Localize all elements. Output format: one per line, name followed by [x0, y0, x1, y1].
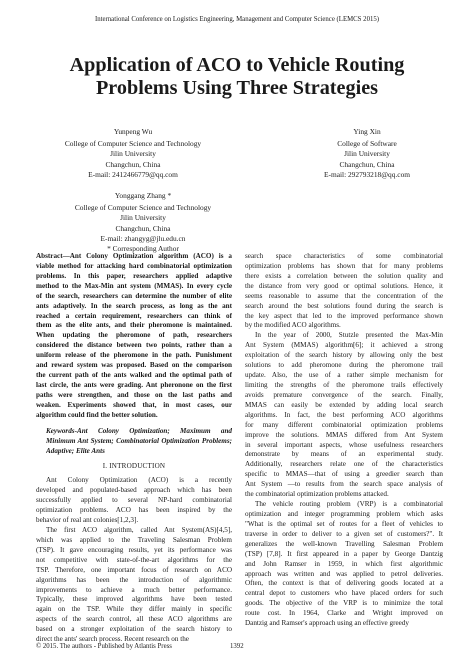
right-column: [245, 252, 443, 629]
text-line: uniform release of the pheromone in the path. Punishment: [36, 351, 232, 360]
text-line: Dantzig and Ramser's approach using an effective greedy: [245, 619, 409, 628]
text-line: approach was written and was applied to petrol deliveries.: [245, 569, 443, 578]
author-name: Yonggang Zhang *: [114, 191, 172, 200]
title-line-1: Application of ACO to Vehicle Routing: [69, 54, 405, 76]
paper-title: [40, 54, 434, 100]
text-line: viable method for attacking hard combinatorial optimization: [36, 261, 232, 270]
author-block-zhang: [40, 191, 246, 254]
text-line: last circle, the ants were grading. Ant pheronone on the first: [36, 380, 232, 389]
author-email: E-mail: zhangyg@jlu.edu.cn: [100, 233, 186, 243]
text-line: them as the elite ants, and their pheromone is maintained.: [36, 321, 232, 330]
text-line: traverse in order to deliver to a given set of customers?". It: [245, 529, 443, 538]
author-block-wu: [60, 127, 206, 180]
text-line: (TSP) [7,8]. It first appeared in a paper by George Dantzig: [245, 549, 443, 558]
text-line: aspects of the search control, all these ACO algorithms are: [36, 615, 232, 624]
text-line: based on a stronger exploitation of the search history to: [36, 625, 232, 634]
text-line: avoids premature convergence of the search. Finally,: [245, 390, 443, 399]
text-line: and John Ramser in 1959, in which first algorithmic: [245, 559, 443, 568]
title-line-2: Problems Using Three Strategies: [95, 77, 379, 99]
text-line: generalizes the well-known Travelling Salesman Problem: [245, 539, 443, 548]
text-line: of the search, researchers can determine the number of elite: [36, 291, 232, 300]
text-line: (TSP). It gave encouraging results, yet its performance was: [36, 545, 232, 554]
text-line: there exists a correlation between the solution quality and: [245, 271, 443, 280]
text-line: for many different combinatorial optimization problems: [245, 420, 443, 429]
right-paragraph-3: [245, 500, 443, 629]
abstract: [36, 252, 232, 421]
text-line: optimization and integer programming problem which asks: [245, 509, 443, 518]
text-line: behavior of real ant colonies[1,2,3].: [36, 516, 139, 525]
author-email: E-mail: 2412466779@qq.com: [88, 169, 178, 179]
intro-paragraph-2: [36, 526, 232, 645]
text-line: again on the TSP. While they differ mainly in specific: [36, 605, 232, 614]
text-line: improve the solutions. MMAS differed from Ant System: [245, 430, 443, 439]
text-line: and reward system was proposed. Based on the comparison: [36, 361, 232, 370]
author-dept: College of Computer Science and Technology: [64, 139, 202, 149]
text-line: developed and populated-based approach which has been: [36, 486, 232, 495]
text-line: considered the distance between two points, rather than a: [36, 341, 232, 350]
text-line: central depot to customers who have placed orders for such: [245, 589, 443, 598]
text-line: search space characteristics of some combinatorial: [245, 252, 443, 260]
conference-header: International Conference on Logistics Engineering, Management and Computer Science (LEMCS 2015): [94, 16, 380, 23]
text-line: Adaptive; Elite Ants: [46, 446, 105, 455]
text-line: by the modified ACO algorithms.: [245, 321, 341, 330]
section-heading-introduction: I. INTRODUCTION: [102, 462, 166, 471]
text-line: The vehicle routing problem (VRP) is a combinatorial: [255, 500, 443, 509]
text-line: direct the ants' search process. Recent research on the: [36, 635, 189, 644]
text-line: the key aspect that led to the improved performance shown: [245, 311, 443, 320]
text-line: In the year of 2000, Stutzle presented the Max-Min: [255, 331, 443, 340]
text-line: algorithms has been the introduction of algorithmic: [36, 575, 232, 584]
text-line: method to the Max-Min ant system (MMAS). In every cycle: [36, 281, 232, 290]
text-line: Minimum Ant System; Combinatorial Optimization Problems;: [46, 436, 232, 445]
author-univ: Jilin University: [120, 213, 166, 223]
text-line: ants adaptively. In the search process, as long as the ant: [36, 301, 232, 310]
text-line: reached a certain requirement, researchers can think of: [36, 311, 232, 320]
text-line: When updating the pheromone of path, researchers: [36, 331, 232, 340]
text-line: goods. The objective of the VRP is to minimize the total: [245, 599, 443, 608]
text-line: Often, the context is that of delivering goods located at a: [245, 579, 443, 588]
author-email: E-mail: 292793218@qq.com: [323, 169, 411, 179]
copyright-footer: © 2015. The authors - Published by Atlantis Press: [36, 643, 172, 650]
text-line: improvements to achieve a much better performance.: [36, 585, 232, 594]
text-line: solutions to add pheromone during the pheromone trail: [245, 361, 443, 370]
text-line: the distance from very good or optimal solutions. Hence, it: [245, 281, 443, 290]
author-univ: Jilin University: [344, 149, 390, 159]
text-line: route cost. In 1964, Clarke and Wright improved on: [245, 609, 443, 618]
text-line: Typically, these improved algorithms have been tested: [36, 595, 232, 604]
text-line: The first ACO algorithm, called Ant System(AS)[4,5],: [46, 525, 232, 534]
text-line: demonstrate by means of an experimental study.: [245, 450, 443, 459]
text-line: which was applied to the Traveling Salesman Problem: [36, 535, 232, 544]
text-line: TSP. Therefore, one important focus of research on ACO: [36, 565, 232, 574]
text-line: paths were strengthen, and those on the last paths and: [36, 390, 232, 399]
text-line: limiting the strengths of the pheromone trails effectively: [245, 380, 443, 389]
text-line: specific to MMAS—that of using a greedier search than: [245, 470, 443, 479]
text-line: algorithm could find the better solution.: [36, 410, 158, 419]
right-paragraph-1: [245, 252, 443, 331]
author-block-xin: [294, 127, 440, 180]
author-univ: Jilin University: [110, 149, 156, 159]
author-name: Yunpeng Wu: [113, 127, 153, 136]
intro-paragraph-1: [36, 476, 232, 526]
text-line: optimization problems. ACO has been inspired by the: [36, 506, 232, 515]
author-city: Changchun, China: [115, 223, 171, 233]
text-line: weaken. Experiments showed that, in most cases, our: [36, 400, 232, 409]
text-line: the combinatorial optimization problems attacked.: [245, 490, 389, 499]
corresponding-author-note: * Corresponding Author: [107, 244, 179, 254]
text-line: Ant System (MMAS) algorithm[6]; it achieved a strong: [245, 341, 443, 350]
text-line: seems reasonable to assume that the concentration of the: [245, 291, 443, 300]
author-name: Ying Xin: [353, 127, 381, 136]
text-line: in several important aspects, whose usefulness researchers: [245, 440, 443, 449]
text-line: Ant Colony Optimization (ACO) is a recently: [46, 476, 232, 485]
page-number: 1392: [230, 643, 244, 650]
text-line: problems. In this paper, researchers applied adaptive: [36, 271, 232, 280]
text-line: optimization problems has shown that for many problems: [245, 261, 443, 270]
author-city: Changchun, China: [339, 159, 395, 169]
right-paragraph-2: [245, 331, 443, 500]
text-line: "What is the optimal set of routes for a fleet of vehicles to: [245, 519, 443, 528]
text-line: not competitive with state-of-the-art algorithms for the: [36, 555, 232, 564]
text-line: Abstract—Ant Colony Optimization algorithm (ACO) is a: [36, 252, 232, 260]
text-line: the current path of the ants walked and the optimal path of: [36, 371, 232, 380]
author-dept: College of Software: [337, 139, 397, 149]
text-line: update. Also, the use of a rather simple mechanism for: [245, 371, 443, 380]
text-line: Additionally, researchers relate one of the characteristics: [245, 460, 443, 469]
left-column: [36, 252, 232, 645]
text-line: Keywords-Ant Colony Optimization; Maximum and: [46, 426, 232, 435]
text-line: Ant System —to results from the search space analysis of: [245, 480, 443, 489]
text-line: MMAS can easily be extended by adding local search: [245, 400, 443, 409]
text-line: search around the best solutions found during the search is: [245, 301, 443, 310]
text-line: exploitation of the search history by allowing only the best: [245, 351, 443, 360]
author-city: Changchun, China: [105, 159, 161, 169]
keywords: [36, 427, 232, 457]
author-dept: College of Computer Science and Technology: [74, 203, 212, 213]
text-line: algorithms. In fact, the best performing ACO algorithms: [245, 410, 443, 419]
text-line: successfully applied to several NP-hard combinatorial: [36, 496, 232, 505]
